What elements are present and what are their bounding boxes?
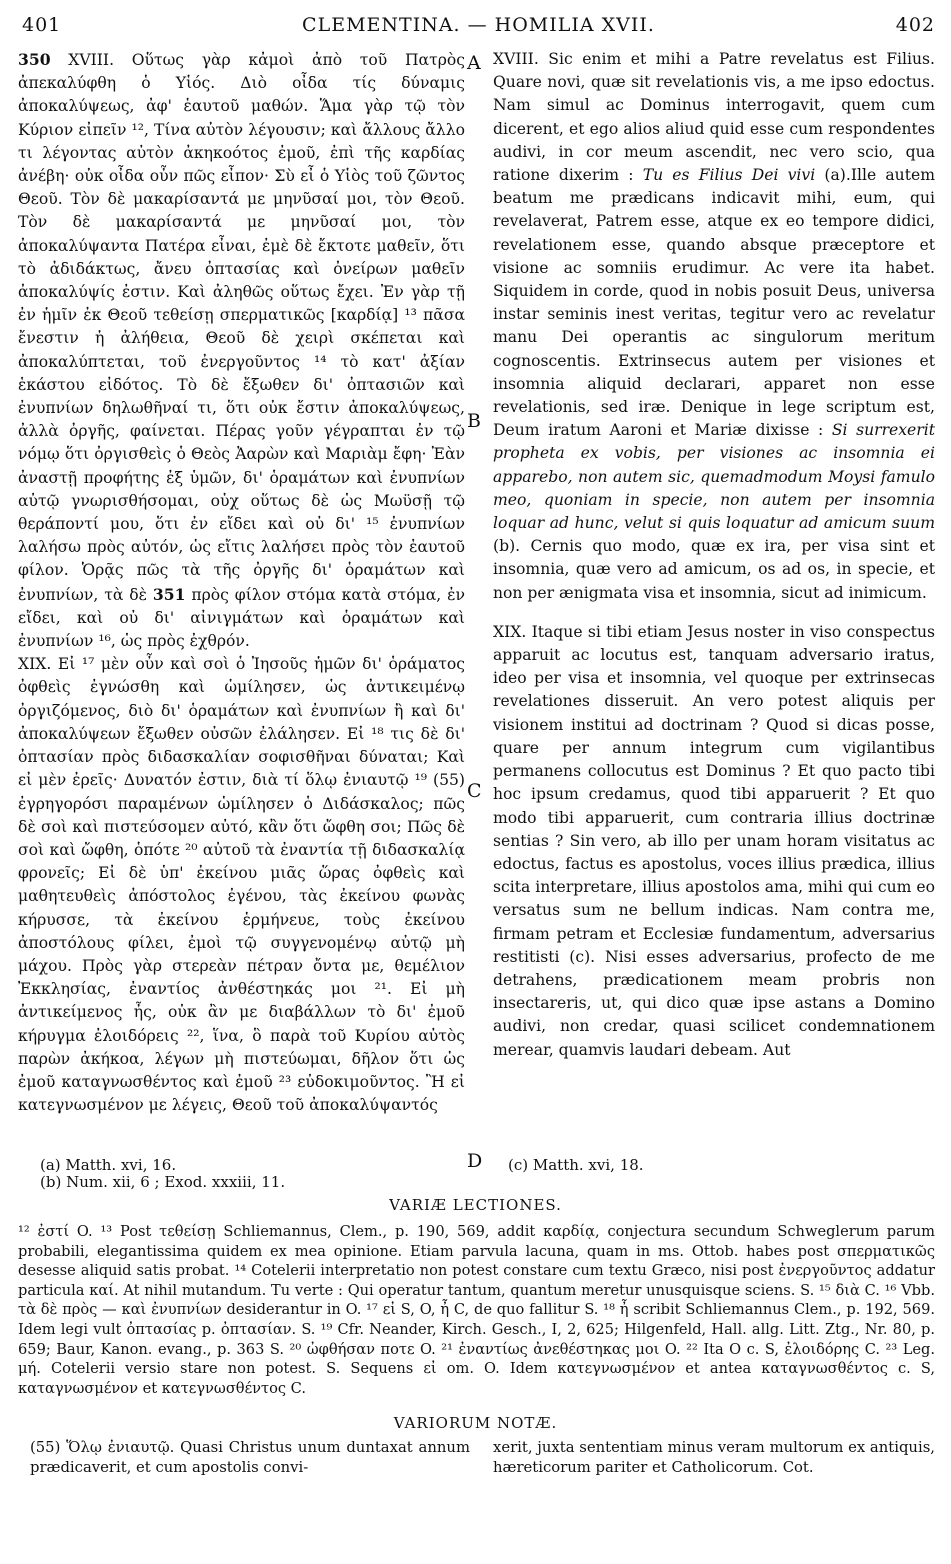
footnote-b: (b) Num. xii, 6 ; Exod. xxxiii, 11. [40, 1173, 286, 1191]
margin-letter: D [467, 1150, 483, 1172]
latin-text: Cernis quo modo, quæ ex ira, per visa sint et insomnia, quæ vero ad amicum, os ad os, in specie, et non per ænigmata visa et insomnia, sicut ad inimicum. [493, 537, 935, 602]
latin-text: XVIII. Sic enim et mihi a Patre revelatus est Filius. Quare novi, quæ sit revelationis vis, a me ipso edoctus. Nam simul ac Dominus interrogavit, quem cum dicerent, et ego alios aliud quid esse cum respondentes audivi, in cor meum ascendit, nec vero scio, qua ratione dixerim : [493, 50, 935, 185]
latin-chapter-18 [493, 48, 935, 605]
latin-quote: Tu es Filius Dei vivi [642, 166, 816, 185]
note-left: (55) Ὅλῳ ἐνιαυτῷ. Quasi Christus unum duntaxat annum prædicaverit, et cum apostolis convi- [30, 1439, 470, 1476]
latin-quote: Si surrexerit propheta ex vobis, per visiones ac insomnia ei apparebo, non autem sic, quemadmodum Moysi famulo meo, quoniam in specie, non autem per insomnia loquar ad hunc, velut si quis loquatur ad amicum suum [493, 421, 935, 533]
migne-column-number: 350 [18, 50, 51, 69]
footnote-ref: (b). [493, 537, 521, 556]
note-right: xerit, juxta sententiam minus veram multorum ex antiquis, hæreticorum pariter et Catholicorum. Cot. [493, 1439, 935, 1476]
variae-lectiones-text: ¹² ἐστί O. ¹³ Post τεθείσῃ Schliemannus, Clem., p. 190, 569, addit καρδίᾳ, conjectura secundum Schweglerum parum probabili, elegantissima quidem ex mea opinione. Etiam parvula lacuna, quam in ms. Ottob. habes post σπερματικῶς desesse aliquid satis probat. ¹⁴ Cotelerii interpretatio non potest constare cum textu Græco, nisi post ἐνεργοῦντος addatur particula καί. At nihil mutandum. Tu verte : Qui operatur tantum, quantum meretur unusquisque sciens. S. ¹⁵ διὰ C. ¹⁶ Vbb. τὰ δὲ πρὸς — καὶ ἐνυπνίων desiderantur in O. ¹⁷ εἰ S, O, ἦ C, de quo fallitur S. ¹⁸ ἦ scribit Schliemannus Clem., p. 192, 569. Idem legi vult ὀπτασίας p. ὀπτασίαν. S. ¹⁹ Cfr. Neander, Kirch. Gesch., I, 2, 625; Hilgenfeld, Hall. allg. Litt. Ztg., Nr. 80, p. 659; Baur, Kanon. evang., p. 363 S. ²⁰ ὠφθήσαν ποτε O. ²¹ ἐναντίως ἀνεθέστηκας μοι O. ²² Ita O c. S, ἐλοιδόρης C. ²³ Leg. μή. Cotelerii versio stare non potest. S. Sequens εἰ om. O. Idem κατεγνωσμένον et antea καταγνωσθέντος c. S, καταγνωσμένον et κατεγνωσθέντος C. [18, 1223, 935, 1397]
footnote-ref: (c). [569, 947, 596, 966]
footnote-c: (c) Matth. xvi, 18. [508, 1156, 644, 1174]
latin-column [493, 48, 935, 1062]
greek-text: XVIII. Οὕτως γὰρ κἀμοὶ ἀπὸ τοῦ Πατρὸς ἀπεκαλύφθη ὁ Υἱός. Διὸ οἶδα τίς δύναμις ἀποκαλύψεως, ἀφ' ἑαυτοῦ μαθών. Ἅμα γὰρ τῷ τὸν Κύριον εἰπεῖν ¹², Τίνα αὐτὸν λέγουσιν; καὶ ἄλλους ἄλλο τι λέγοντας αὐτὸν ἀκηκοότος ἐμοῦ, ἐπὶ τῆς καρδίας ἀνέβη· οὐκ οἶδα οὖν πῶς εἶπον· Σὺ εἶ ὁ Υἱὸς τοῦ ζῶντος Θεοῦ. Τὸν δὲ μακαρίσαντά με μηνῦσαί μοι, τὸν Θεοῦ. Τὸν δὲ μακαρίσαντά με μηνῦσαί μοι, τὸν ἀποκαλύψαντα Πατέρα εἶναι, ἐμὲ δὲ ἔκτοτε μαθεῖν, ὅτι τὸ ἀδιδάκτως, ἄνευ ὀπτασίας καὶ ὀνείρων μαθεῖν ἀποκαλύψίς ἐστιν. Καὶ ἀληθῶς οὕτως ἔχει. Ἐν γὰρ τῇ ἐν ἡμῖν ἐκ Θεοῦ τεθείσῃ σπερματικῶς [καρδίᾳ] ¹³ πᾶσα ἔνεστιν ἡ ἀλήθεια, Θεοῦ δὲ χειρὶ σκέπεται καὶ ἀποκαλύπτεται, τοῦ ἐνεργοῦντος ¹⁴ τὸ κατ' ἀξίαν ἑκάστου εἰδότος. Τὸ δὲ ἔξωθεν δι' ὀπτασιῶν καὶ ἐνυπνίων δηλωθῆναί τι, ὅτι οὐκ ἔστιν ἀποκαλύψεως, ἀλλὰ ὀργῆς, φαίνεται. Πέρας γοῦν γέγραπται ἐν τῷ νόμῳ ὅτι ὀργισθεὶς ὁ Θεὸς Ἀαρὼν καὶ Μαριὰμ ἔφη· Ἐὰν ἀναστῇ προφήτης ἐξ ὑμῶν, δι' ὁραμάτων καὶ ἐνυπνίων αὐτῷ γνωρισθήσομαι, οὐχ οὕτως δὲ ὡς Μωϋσῇ τῷ θεράποντί μου, ὅτι ἐν εἴδει καὶ οὐ δι' ¹⁵ ἐνυπνίων λαλήσω πρὸς αὐτόν, ὡς εἴτις λαλήσει πρὸς τὸν ἑαυτοῦ φίλον. Ὁρᾷς πῶς τὰ τῆς ὀργῆς δι' ὁραμάτων καὶ ἐνυπνίων, τὰ δὲ [18, 51, 465, 604]
latin-text: Nisi esses adversarius, profecto de me detrahens, prædicationem meam probris non insectareris, ut, qui dico quæ ipse astans a Domino audivi, non credar, quasi scilicet condemnationem merear, quamvis laudari debeam. Aut [493, 947, 935, 1059]
margin-letter: B [467, 410, 481, 432]
margin-letter: C [467, 780, 482, 802]
latin-text: Ille autem beatum me prædicans indicavit mihi, eum, qui revelaverat, Patrem esse, atque ex eo tempore didici, revelationem esse, quando absque præceptore et visione ac somniis erudimur. Ac vere ita habet. Siquidem in corde, quod in nobis posuit Deus, universa instar seminis inest veritas, tegitur vero ac revelatur manu Dei operantis ac singulorum meritum cognoscentis. Extrinsecus autem per visiones et insomnia aliquid declarari, apparet non esse revelationis, sed iræ. Denique in lege scriptum est, Deum iratum Aaroni et Mariæ dixisse : [493, 166, 935, 440]
greek-chapter-18 [18, 48, 465, 653]
variorum-notae-heading: VARIORUM NOTÆ. [393, 1414, 558, 1432]
page-number-left: 401 [22, 14, 62, 36]
variae-lectiones-heading: VARIÆ LECTIONES. [389, 1196, 562, 1214]
running-header [22, 14, 935, 42]
greek-column [18, 48, 465, 1117]
page-number-right: 402 [895, 14, 935, 36]
migne-column-number: 351 [152, 584, 186, 604]
greek-text: πρὸς φίλον στόμα κατὰ στόμα, ἐν εἴδει, καὶ οὐ δι' αἰνιγμάτων καὶ ὁραμάτων καὶ ἐνυπνίων ¹⁶, ὡς πρὸς ἐχθρόν. [18, 585, 465, 651]
footnote-ref: (a). [824, 166, 851, 185]
margin-letter: A [467, 52, 481, 74]
footnote-a: (a) Matth. xvi, 16. [40, 1156, 177, 1174]
latin-chapter-19 [493, 621, 935, 1062]
greek-chapter-19: XIX. Εἰ ¹⁷ μὲν οὖν καὶ σοὶ ὁ Ἰησοῦς ἡμῶν δι' ὁράματος ὀφθεὶς ἐγνώσθη καὶ ὡμίλησεν, ὡς ἀντικειμένῳ ὀργιζόμενος, διὸ δι' ὁραμάτων καὶ ἐνυπνίων ἢ καὶ δι' ἀποκαλύψεων ἔξωθεν οὐσῶν ἐλάλησεν. Εἰ ¹⁸ τις δὲ δι' ὀπτασίαν πρὸς διδασκαλίαν σοφισθῆναι δύναται; Καὶ εἰ μὲν ἐρεῖς· Δυνατόν ἐστιν, διὰ τί ὅλῳ ἐνιαυτῷ ¹⁹ (55) ἐγρηγορόσι παραμένων ὡμίλησεν ὁ Διδάσκαλος; πῶς δὲ σοὶ καὶ πιστεύσομεν αὐτό, κἂν ὅτι ὤφθη σοι; Πῶς δὲ σοὶ καὶ ὤφθη, ὁπότε ²⁰ αὐτοῦ τὰ ἐναντία τῇ διδασκαλίᾳ φρονεῖς; Εἰ δὲ ὑπ' ἐκείνου μιᾶς ὥρας ὀφθεὶς καὶ μαθητευθεὶς ἀπόστολος ἐγένου, τὰς ἐκείνου φωνὰς κήρυσσε, τὰ ἐκείνου ἑρμήνευε, τοὺς ἐκείνου ἀποστόλους φίλει, ἐμοὶ τῷ συγγενομένῳ αὐτῷ μὴ μάχου. Πρὸς γὰρ στερεὰν πέτραν ὄντα με, θεμέλιον Ἐκκλησίας, ἐναντίος ἀνθέστηκάς μοι ²¹. Εἰ μὴ ἀντικείμενος ἦς, οὐκ ἂν με διαβάλλων τὸ δι' ἐμοῦ κήρυγμα ἐλοιδόρεις ²², ἵνα, ὃ παρὰ τοῦ Κυρίου αὐτὸς παρὼν ἀκήκοα, λέγων μὴ πιστεύωμαι, δῆλον ὅτι ὡς ἐμοῦ καταγνωσθέντος καὶ ἐμοῦ ²³ εὐδοκιμοῦντος. Ἢ εἰ κατεγνωσμένον με λέγεις, Θεοῦ τοῦ ἀποκαλύψαντός [18, 655, 465, 1115]
latin-text: XIX. Itaque si tibi etiam Jesus noster in viso conspectus apparuit ac locutus est, tanquam adversario iratus, ideo per visa et insomnia, vel quoque per extrinsecas revelationes disseruit. An vero potest aliquis per visionem institui ad doctrinam ? Quod si dicas posse, quare per annum integrum cum vigilantibus permanens collocutus est Dominus ? Et quo pacto tibi hoc ipsum credamus, quod tibi apparuerit ? Et quo modo tibi apparuerit, cum contraria illius doctrinæ sentias ? Sin vero, ab illo per unam horam visitatus ac edoctus, factus es apostolus, voces illius prædica, illius scita interpretare, illius apostolos ama, mihi qui cum eo versatus sum ne bellum indicas. Nam contra me, firmam petram et Ecclesiæ fundamentum, adversarius restitisti [493, 622, 935, 966]
running-title: CLEMENTINA. — HOMILIA XVII. [302, 14, 655, 36]
